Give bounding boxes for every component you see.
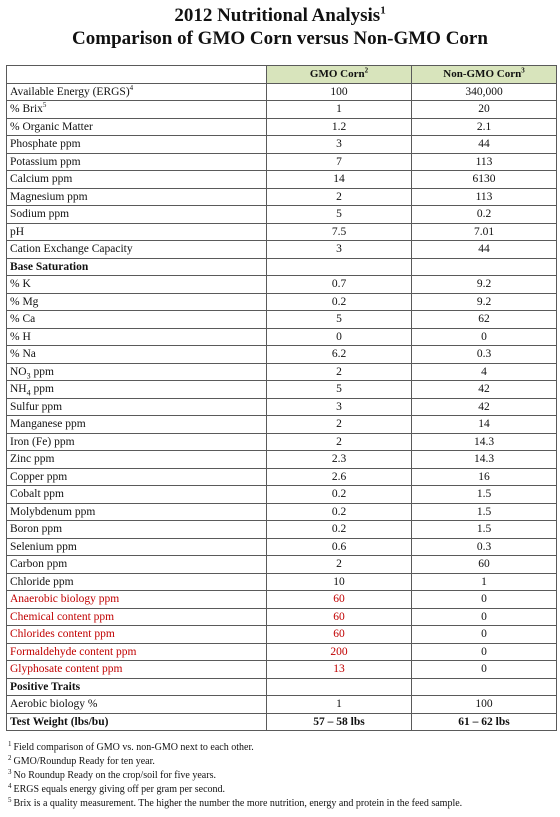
row-label-cell [7,416,267,434]
table-row [7,556,557,574]
gmo-value: 13 [333,663,345,676]
row-label: Carbon ppm [10,558,68,571]
table-row [7,538,557,556]
non-gmo-value-cell [412,626,557,644]
non-gmo-value: 1.5 [476,505,492,518]
gmo-value: 0.7 [331,278,347,291]
table-row [7,381,557,399]
non-gmo-value: 7.01 [473,225,495,238]
row-label: % Brix [10,103,43,116]
title-footnote-marker: 1 [380,4,386,17]
table-row [7,661,557,679]
non-gmo-value-cell [412,713,557,731]
gmo-value: 60 [333,628,345,641]
gmo-value: 5 [336,313,342,326]
table-row [7,416,557,434]
table-row [7,713,557,731]
gmo-value: 1 [336,698,342,711]
gmo-value: 14 [333,173,345,186]
footnote-number: 5 [8,795,12,804]
row-label: Positive Traits [10,680,81,693]
gmo-value-cell [267,696,412,714]
table-row [7,591,557,609]
non-gmo-value: 14.3 [473,435,495,448]
row-label-cell [7,346,267,364]
footnote-number: 1 [8,739,12,748]
row-label-cell [7,381,267,399]
row-label-cell [7,136,267,154]
row-label: Chlorides content ppm [10,628,115,641]
gmo-value: 5 [336,383,342,396]
gmo-value-cell [267,136,412,154]
table-row [7,101,557,119]
footnote-number: 3 [8,767,12,776]
row-label-cell [7,451,267,469]
row-label: Iron (Fe) ppm [10,435,75,448]
non-gmo-value: 0.2 [476,208,492,221]
subscript: 4 [26,388,31,398]
gmo-value: 7.5 [331,225,347,238]
non-gmo-value-cell [412,678,557,696]
gmo-value-cell [267,363,412,381]
footnote [8,741,558,755]
gmo-value-cell [267,626,412,644]
table-row [7,118,557,136]
row-label: NH [10,383,27,396]
gmo-value: 200 [330,645,348,658]
row-label: Molybdenum ppm [10,505,96,518]
non-gmo-value: 9.2 [476,295,492,308]
gmo-value-cell [267,486,412,504]
gmo-value-cell [267,293,412,311]
table-row [7,346,557,364]
gmo-value: 1.2 [331,120,347,133]
non-gmo-value: 14 [478,418,490,431]
row-label-cell [7,171,267,189]
table-row [7,521,557,539]
non-gmo-value-cell [412,608,557,626]
non-gmo-value-cell [412,153,557,171]
gmo-value-cell [267,188,412,206]
non-gmo-value: 100 [475,698,493,711]
non-gmo-value-cell [412,293,557,311]
non-gmo-value-cell [412,381,557,399]
non-gmo-value-cell [412,206,557,224]
row-label: Chemical content ppm [10,610,115,623]
non-gmo-value: 1.5 [476,523,492,536]
row-label-cell [7,556,267,574]
row-label: NO [10,365,27,378]
non-gmo-value: 0 [481,645,487,658]
non-gmo-value-cell [412,328,557,346]
row-label: % Organic Matter [10,120,93,133]
gmo-value: 2 [336,190,342,203]
footnote-number: 4 [8,781,12,790]
gmo-value: 0 [336,330,342,343]
row-label: Formaldehyde content ppm [10,645,137,658]
row-label: Sodium ppm [10,208,70,221]
non-gmo-value: 0 [481,610,487,623]
gmo-value-cell [267,643,412,661]
table-row [7,696,557,714]
gmo-value-cell [267,258,412,276]
row-label: % H [10,330,31,343]
row-label-cell [7,538,267,556]
gmo-value: 2.6 [331,470,347,483]
row-label-cell [7,661,267,679]
non-gmo-value-cell [412,171,557,189]
row-label: Potassium ppm [10,155,81,168]
table-row [7,223,557,241]
row-label: Sulfur ppm [10,400,63,413]
non-gmo-value-cell [412,521,557,539]
non-gmo-value: 60 [478,558,490,571]
table-row [7,363,557,381]
table-row [7,678,557,696]
non-gmo-value-cell [412,538,557,556]
footnote-text: Brix is a quality measurement. The higher the number the more nutrition, energy and protein in the feed sample. [13,798,463,809]
row-label-cell [7,153,267,171]
gmo-value: 0.2 [331,523,347,536]
gmo-value-cell [267,591,412,609]
non-gmo-value: 42 [478,383,490,396]
non-gmo-value-cell [412,101,557,119]
row-label-cell [7,608,267,626]
non-gmo-value: 0 [481,628,487,641]
row-label: Calcium ppm [10,173,73,186]
non-gmo-value-cell [412,503,557,521]
subscript: 3 [26,371,31,381]
comparison-table [6,65,557,731]
gmo-value-cell [267,678,412,696]
gmo-value-cell [267,521,412,539]
row-label-cell [7,433,267,451]
gmo-value-cell [267,311,412,329]
title-line-2: Comparison of GMO Corn versus Non-GMO Corn [72,28,488,49]
non-gmo-value-cell [412,661,557,679]
row-label: % Mg [10,295,39,308]
gmo-value-cell [267,556,412,574]
row-label-cell [7,468,267,486]
gmo-value: 2 [336,435,342,448]
non-gmo-value: 113 [475,155,493,168]
non-gmo-value-cell [412,486,557,504]
gmo-value: 0.2 [331,488,347,501]
gmo-value: 2 [336,418,342,431]
row-label-cell [7,398,267,416]
row-label-cell [7,206,267,224]
column-header-non-gmo: Non-GMO Corn$^3$ [412,66,557,84]
row-label: Cobalt ppm [10,488,64,501]
header-blank-cell [7,66,267,84]
row-label: Anaerobic biology ppm [10,593,120,606]
row-label-unit: ppm [30,383,54,396]
non-gmo-value-cell [412,346,557,364]
non-gmo-value-cell [412,398,557,416]
row-label-cell [7,83,267,101]
row-label-cell [7,276,267,294]
gmo-value: 7 [336,155,342,168]
non-gmo-value-cell [412,276,557,294]
footnote [8,783,558,797]
row-label-cell [7,258,267,276]
row-label: Base Saturation [10,260,89,273]
table-row [7,276,557,294]
row-label-cell [7,223,267,241]
gmo-value-cell [267,118,412,136]
row-label-cell [7,626,267,644]
non-gmo-value: 1.5 [476,488,492,501]
footnote-marker: 5 [42,101,47,110]
non-gmo-value-cell [412,363,557,381]
footnote-number: 2 [8,753,12,762]
non-gmo-value-cell [412,573,557,591]
non-gmo-value: 0 [481,593,487,606]
row-label-cell [7,678,267,696]
row-label: pH [10,225,25,238]
gmo-value-cell [267,276,412,294]
gmo-value: 2.3 [331,453,347,466]
gmo-value: 57 – 58 lbs [313,715,365,728]
row-label-cell [7,293,267,311]
footnote-text: ERGS equals energy giving off per gram per second. [13,784,226,795]
row-label-cell [7,713,267,731]
gmo-value-cell [267,538,412,556]
row-label-cell [7,241,267,259]
non-gmo-value: 4 [481,365,487,378]
footnote-text: GMO/Roundup Ready for ten year. [13,756,155,767]
non-gmo-value-cell [412,696,557,714]
gmo-value-cell [267,451,412,469]
gmo-value-cell [267,661,412,679]
row-label: Available Energy (ERGS) [10,85,130,98]
non-gmo-value-cell [412,136,557,154]
non-gmo-value: 62 [478,313,490,326]
gmo-value-cell [267,608,412,626]
non-gmo-value: 113 [475,190,493,203]
table-row [7,433,557,451]
row-label-unit: ppm [30,365,54,378]
row-label-cell [7,696,267,714]
row-label-cell [7,328,267,346]
row-label-cell [7,521,267,539]
gmo-value-cell [267,223,412,241]
gmo-value: 2 [336,365,342,378]
gmo-value-cell [267,433,412,451]
gmo-value-cell [267,206,412,224]
table-row [7,136,557,154]
gmo-value-cell [267,153,412,171]
table-row [7,153,557,171]
table-row [7,643,557,661]
gmo-value-cell [267,416,412,434]
gmo-value: 5 [336,208,342,221]
gmo-value: 100 [330,85,348,98]
non-gmo-value: 0 [481,663,487,676]
non-gmo-value-cell [412,83,557,101]
gmo-value: 3 [336,400,342,413]
non-gmo-value-cell [412,451,557,469]
gmo-value-cell [267,398,412,416]
table-row [7,206,557,224]
row-label-cell [7,486,267,504]
row-label: Magnesium ppm [10,190,88,203]
table-row [7,258,557,276]
gmo-value-cell [267,171,412,189]
footnote [8,755,558,769]
table-row [7,188,557,206]
row-label-cell [7,591,267,609]
row-label: % Ca [10,313,36,326]
non-gmo-value: 0 [481,330,487,343]
table-row [7,328,557,346]
gmo-value-cell [267,346,412,364]
row-label-cell [7,503,267,521]
non-gmo-value: 16 [478,470,490,483]
non-gmo-value-cell [412,241,557,259]
table-row [7,451,557,469]
table-row [7,608,557,626]
gmo-value-cell [267,328,412,346]
table-row [7,503,557,521]
row-label: Cation Exchange Capacity [10,243,133,256]
row-label: Aerobic biology % [10,698,98,711]
document-title [0,4,560,50]
non-gmo-value: 14.3 [473,453,495,466]
row-label: % K [10,278,31,291]
table-row [7,573,557,591]
table-row [7,398,557,416]
column-header-gmo: GMO Corn$^2$ [267,66,412,84]
table-row [7,626,557,644]
row-label: Selenium ppm [10,540,77,553]
gmo-value-cell [267,83,412,101]
row-label-cell [7,573,267,591]
non-gmo-value: 9.2 [476,278,492,291]
table-row [7,311,557,329]
non-gmo-value-cell [412,433,557,451]
gmo-value: 60 [333,610,345,623]
gmo-value-cell [267,503,412,521]
non-gmo-value-cell [412,556,557,574]
row-label-cell [7,643,267,661]
row-label: Test Weight (lbs/bu) [10,715,109,728]
non-gmo-value-cell [412,311,557,329]
gmo-value: 6.2 [331,348,347,361]
row-label-cell [7,101,267,119]
non-gmo-value: 0.3 [476,540,492,553]
gmo-value: 2 [336,558,342,571]
gmo-value: 10 [333,575,345,588]
gmo-value: 3 [336,138,342,151]
gmo-value: 1 [336,103,342,116]
non-gmo-value-cell [412,591,557,609]
table-row [7,293,557,311]
row-label-cell [7,188,267,206]
non-gmo-value: 1 [481,575,487,588]
gmo-value: 0.2 [331,295,347,308]
footnote-text: No Roundup Ready on the crop/soil for five years. [13,770,216,781]
footnotes [8,741,558,811]
table-header-row [7,66,557,84]
gmo-value-cell [267,381,412,399]
non-gmo-value: 42 [478,400,490,413]
gmo-value-cell [267,713,412,731]
non-gmo-value-cell [412,258,557,276]
non-gmo-value: 0.3 [476,348,492,361]
footnote-text: Field comparison of GMO vs. non-GMO next to each other. [13,742,254,753]
footnote [8,769,558,783]
non-gmo-value-cell [412,188,557,206]
non-gmo-value: 61 – 62 lbs [458,715,510,728]
gmo-value-cell [267,241,412,259]
non-gmo-value: 2.1 [476,120,492,133]
table-row [7,468,557,486]
non-gmo-value-cell [412,223,557,241]
non-gmo-value: 44 [478,138,490,151]
row-label: % Na [10,348,36,361]
footnote [8,797,558,811]
non-gmo-value: 340,000 [465,85,503,98]
gmo-value-cell [267,468,412,486]
gmo-value-cell [267,101,412,119]
non-gmo-value-cell [412,118,557,136]
table-row [7,486,557,504]
gmo-value: 3 [336,243,342,256]
non-gmo-value: 6130 [472,173,496,186]
row-label: Glyphosate content ppm [10,663,123,676]
non-gmo-value-cell [412,416,557,434]
row-label: Copper ppm [10,470,68,483]
comparison-table-body [7,66,557,731]
row-label: Phosphate ppm [10,138,81,151]
row-label: Manganese ppm [10,418,86,431]
row-label: Boron ppm [10,523,63,536]
row-label-cell [7,118,267,136]
non-gmo-value-cell [412,468,557,486]
gmo-value: 0.6 [331,540,347,553]
table-row [7,171,557,189]
title-line-1: 2012 Nutritional Analysis$^1$ [174,4,386,26]
row-label: Chloride ppm [10,575,74,588]
row-label-cell [7,311,267,329]
row-label: Zinc ppm [10,453,55,466]
non-gmo-value-cell [412,643,557,661]
gmo-value-cell [267,573,412,591]
gmo-value: 60 [333,593,345,606]
footnote-marker: 4 [129,83,134,92]
gmo-value: 0.2 [331,505,347,518]
row-label-cell [7,363,267,381]
non-gmo-value: 20 [478,103,490,116]
non-gmo-value: 44 [478,243,490,256]
table-row [7,241,557,259]
table-row [7,83,557,101]
